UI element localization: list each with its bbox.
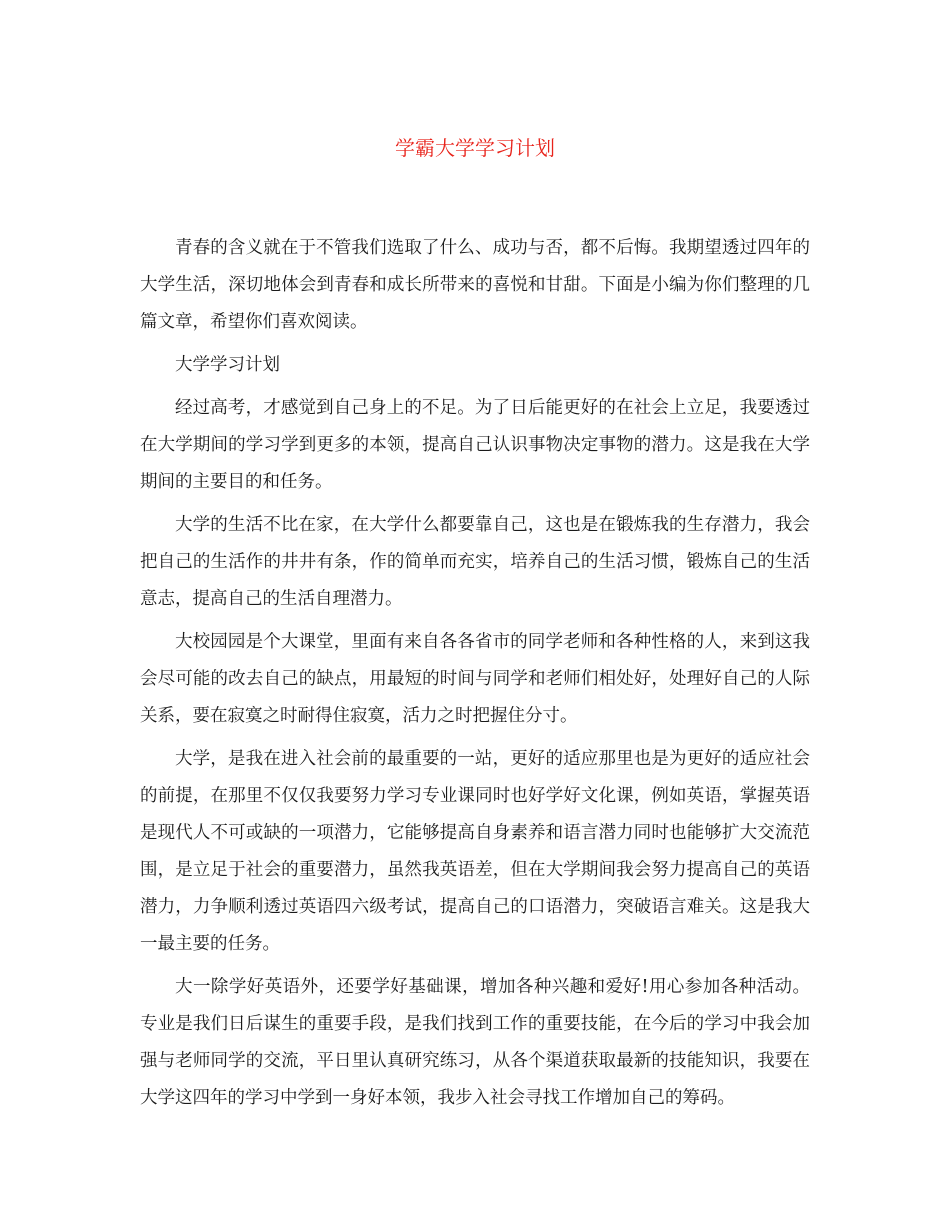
paragraph: 大一除学好英语外，还要学好基础课，增加各种兴趣和爱好!用心参加各种活动。专业是我们日后谋生的重要手段，是我们找到工作的重要技能，在今后的学习中我会加强与老师同学的交流，平日里认真研究练习，从各个渠道获取最新的技能知识，我要在大学这四年的学习中学到一身好本领，我步入社会寻找工作增加自己的筹码。: [140, 977, 810, 1108]
paragraph: 大校园园是个大课堂，里面有来自各各省市的同学老师和各种性格的人，来到这我会尽可能的改去自己的缺点，用最短的时间与同学和老师们相处好，处理好自己的人际关系，要在寂寞之时耐得住寂寞，活力之时把握住分寸。: [140, 632, 810, 726]
paragraph: 经过高考，才感觉到自己身上的不足。为了日后能更好的在社会上立足，我要透过在大学期间的学习学到更多的本领，提高自己认识事物决定事物的潜力。这是我在大学期间的主要目的和任务。: [140, 398, 810, 492]
document-title: 学霸大学学习计划: [395, 136, 555, 160]
document-body: [140, 230, 810, 1123]
paragraph-intro: 青春的含义就在于不管我们选取了什么、成功与否，都不后悔。我期望透过四年的大学生活，深切地体会到青春和成长所带来的喜悦和甘甜。下面是小编为你们整理的几篇文章，希望你们喜欢阅读。: [140, 238, 810, 332]
section-heading: 大学学习计划: [175, 355, 280, 375]
paragraph: 大学，是我在进入社会前的最重要的一站，更好的适应那里也是为更好的适应社会的前提，在那里不仅仅我要努力学习专业课同时也好学好文化课，例如英语，掌握英语是现代人不可或缺的一项潜力，它能够提高自身素养和语言潜力同时也能够扩大交流范围，是立足于社会的重要潜力，虽然我英语差，但在大学期间我会努力提高自己的英语潜力，力争顺利透过英语四六级考试，提高自己的口语潜力，突破语言难关。这是我大一最主要的任务。: [140, 749, 810, 954]
paragraph: 大学的生活不比在家，在大学什么都要靠自己，这也是在锻炼我的生存潜力，我会把自己的生活作的井井有条，作的简单而充实，培养自己的生活习惯，锻炼自己的生活意志，提高自己的生活自理潜力。: [140, 515, 810, 609]
